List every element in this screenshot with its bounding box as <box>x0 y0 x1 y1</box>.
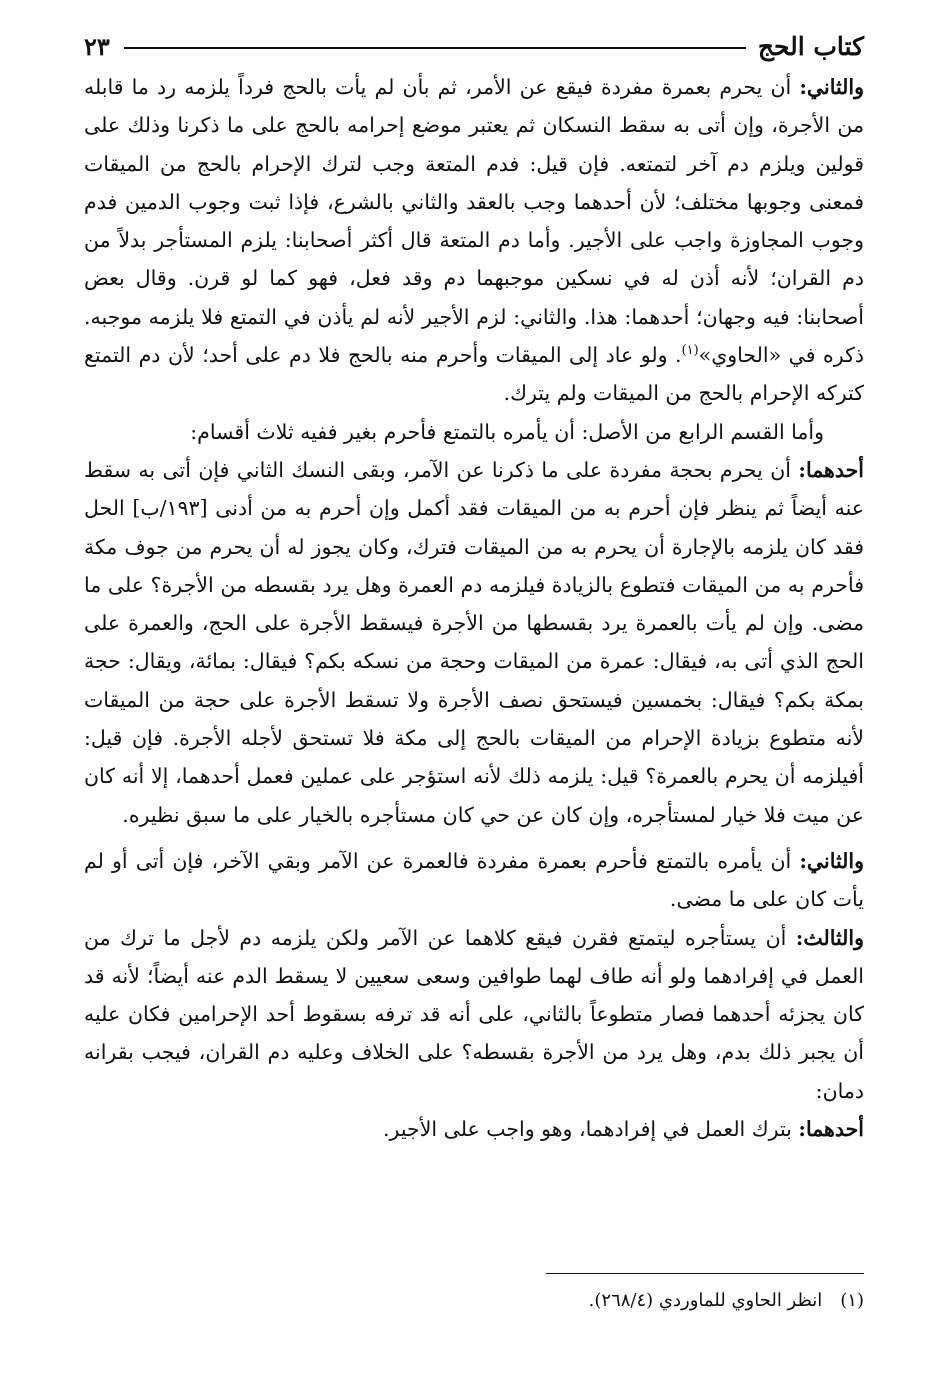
paragraph-text: أن يستأجره ليتمتع فقرن فيقع كلاهما عن الآمر ولكن يلزمه دم لأجل ما ترك من العمل في إفرادهما ولو أنه طاف لهما طوافين وسعى سعيين لا يسقط الدم عنه أيضاً؛ لأنه قد كان يجزئه أحدهما فصار متطوعاً بالثاني، على أنه قد ترفه بسقوط أحد الإحرامين فكان عليه أن يجبر ذلك بدم، وهل يرد من الأجرة بقسطه؟ على الخلاف وعليه دم القران، فيجب بقرانه دمان: <box>84 925 864 1103</box>
paragraph-text: أن يأمره بالتمتع فأحرم بعمرة مفردة فالعمرة عن الآمر وبقي الآخر، فإن أتى أو لم يأت كان على ما مضى. <box>84 848 864 912</box>
paragraph-first-case <box>84 451 864 834</box>
main-text <box>84 68 864 1148</box>
header-rule <box>124 47 746 49</box>
paragraph-fourth-section <box>84 413 864 451</box>
footnote <box>84 1286 864 1316</box>
paragraph-text: أن يحرم بحجة مفردة على ما ذكرنا عن الآمر، وبقى النسك الثاني فإن أتى به سقط عنه أيضاً ثم ينظر فإن أحرم به من الميقات فقد أكمل وإن أحرم به من أدنى [١٩٣/ب] الحل فقد كان يلزمه بالإجارة أن يحرم به من الميقات فترك، وكان يجوز له أن يحرم من جوف مكة فأحرم به من الميقات فتطوع بالزيادة فيلزمه دم العمرة وهل يرد بقسطه من الأجرة؟ على ما مضى. وإن لم يأت بالعمرة يرد بقسطها من الأجرة فيسقط الأجرة على الحج، والعمرة على الحج الذي أتى به، فيقال: عمرة من الميقات وحجة من نسكه بكم؟ فيقال: بمائة، ويقال: حجة بمكة بكم؟ فيقال: بخمسين فيستحق نصف الأجرة ولا تسقط الأجرة على حجة من الميقات لأنه متطوع بزيادة الإحرام من الميقات بالحج إلى مكة فلا تستحق لأجله الأجرة. فإن قيل: أفيلزمه أن يحرم بالعمرة؟ قيل: يلزمه ذلك لأنه استؤجر على عملين فعمل أحدهما، إلا أنه كان عن ميت فلا خيار لمستأجره، وإن كان عن حي كان مستأجره بالخيار على ما سبق نظيره. <box>84 457 865 827</box>
paragraph-text-tail: . ولو عاد إلى الميقات وأحرم منه بالحج فلا دم على أحد؛ لأن دم التمتع كتركه الإحرام بالحج من الميقات ولم يترك. <box>84 343 864 406</box>
paragraph-second-option <box>84 68 864 413</box>
page-number: ٢٣ <box>84 31 110 61</box>
paragraph-text: وأما القسم الرابع من الأصل: أن يأمره بالتمتع فأحرم بغير ففيه ثلاث أقسام: <box>190 419 824 444</box>
paragraph-lead: أحدهما: <box>798 457 864 482</box>
paragraph-text: بترك العمل في إفرادهما، وهو واجب على الأجير. <box>383 1117 799 1142</box>
paragraph-third-case <box>84 919 864 1110</box>
book-title: كتاب الحج <box>757 31 864 61</box>
footnote-number: (١) <box>840 1290 864 1311</box>
paragraph-second-case <box>84 842 864 919</box>
paragraph-lead: أحدهما: <box>798 1117 864 1142</box>
document-page <box>84 26 864 1356</box>
paragraph-text: أن يحرم بعمرة مفردة فيقع عن الأمر، ثم بأن لم يأت بالحج فرداً يلزمه رد ما قابله من الأجرة، وإن أتى به سقط النسكان ثم يعتبر موضع إحرامه بالحج على ما ذكرنا وذلك على قولين ويلزم دم آخر لتمتعه. فإن قيل: فدم المتعة وجب لترك الإحرام بالحج من الميقات فمعنى وجوبها مختلف؛ لأن أحدهما وجب بالعقد والثاني بالشرع، فإذا ثبت وجوب الدمين فدم وجوب المجاوزة واجب على الأجير. وأما دم المتعة قال أكثر أصحابنا: يلزم المستأجر بدلاً من دم القران؛ لأنه أذن له في نسكين موجبهما دم وقد فعل، فهو كما لو قرن. وقال بعض أصحابنا: فيه وجهان؛ أحدهما: هذا. والثاني: لزم الأجير لأنه لم يأذن في التمتع فلا يلزمه موجبه. ذكره في «الحاوي» <box>84 75 864 368</box>
paragraph-first-dam <box>84 1110 864 1148</box>
page-header <box>84 26 864 66</box>
footnote-text: انظر الحاوي للماوردي (٢٦٨/٤). <box>588 1290 823 1311</box>
footnote-reference[interactable]: (١) <box>681 343 699 359</box>
paragraph-lead: والثاني: <box>799 848 864 873</box>
footnote-separator <box>546 1273 864 1274</box>
paragraph-lead: والثاني: <box>799 75 864 99</box>
paragraph-lead: والثالث: <box>795 925 864 950</box>
